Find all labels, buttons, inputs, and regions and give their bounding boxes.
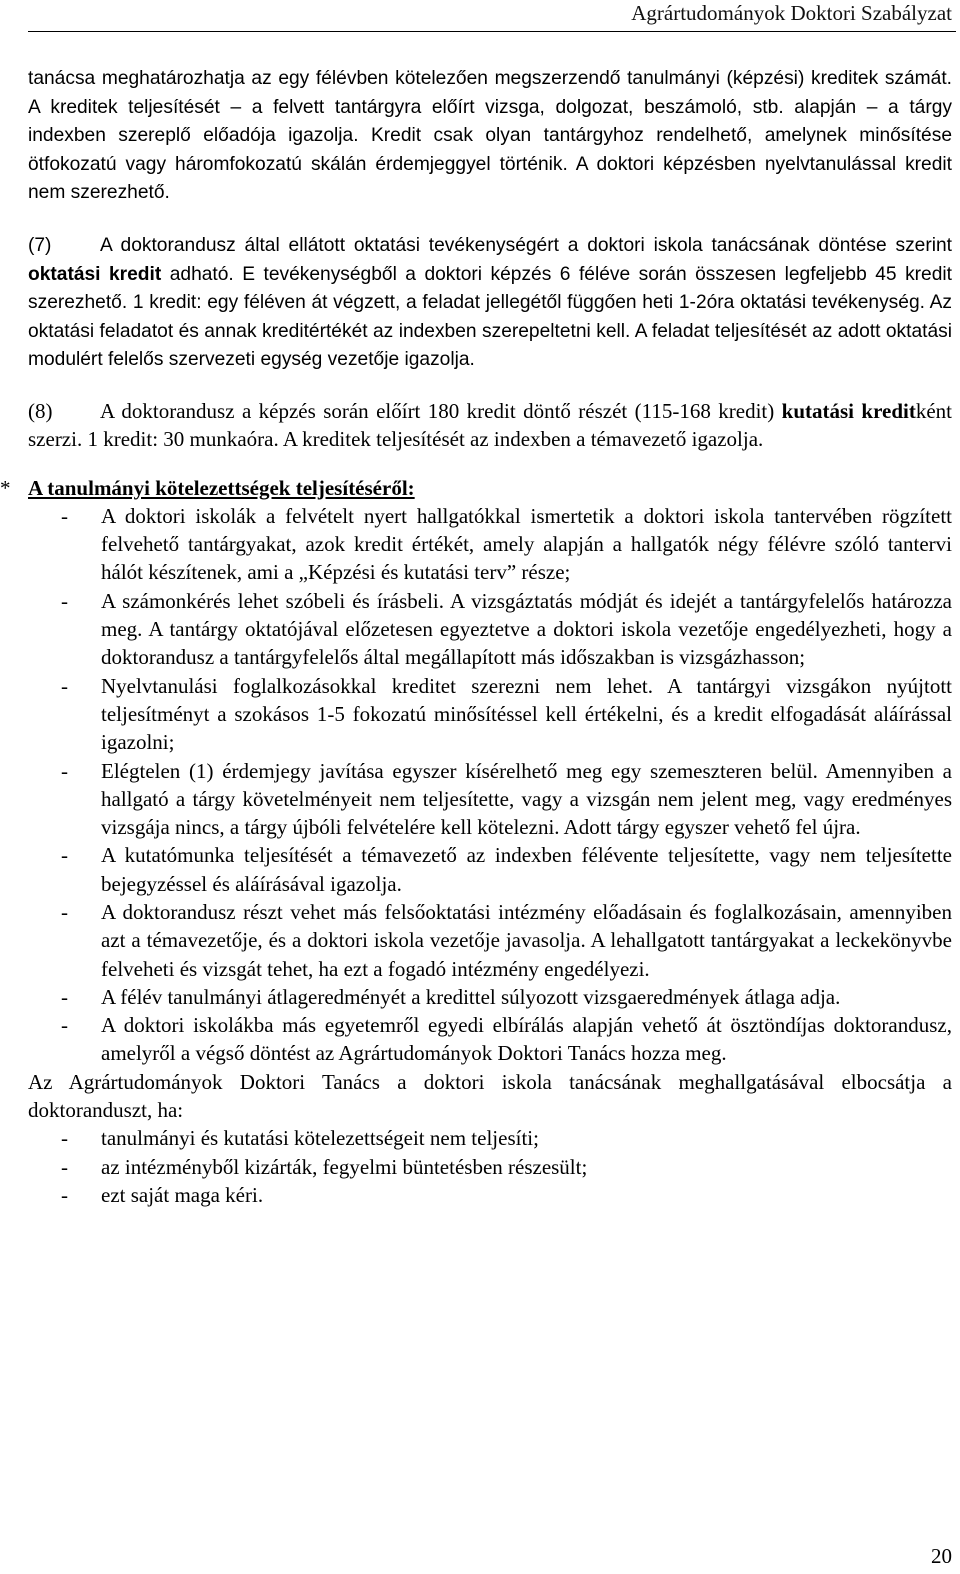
obligations-list	[28, 502, 952, 1068]
page-number: 20	[931, 1544, 952, 1568]
header-divider	[28, 31, 956, 32]
list-item	[28, 672, 952, 757]
section-heading	[0, 474, 952, 502]
paragraph-8-pre: A doktorandusz a képzés során előírt 180 kredit döntő részét (115-168 kredit)	[100, 398, 782, 423]
list-item-text: A kutatómunka teljesítését a témavezető az indexben félévente teljesítette, vagy nem teljesítette bejegyzéssel és aláírásával igazolja.	[101, 843, 952, 896]
paragraph-8	[28, 397, 952, 454]
list-item	[28, 1011, 952, 1068]
dash-bullet: -	[61, 984, 68, 1009]
page-header	[0, 0, 960, 26]
list-item-text: A számonkérés lehet szóbeli és írásbeli. A vizsgáztatás módját és idejét a tantárgyfelelős határozza meg. A tantárgy oktatójával előzetesen egyeztetve a doktori iskola vezetője engedélyezheti, hogy a doktorandusz a tantárgyfelelős által megállapított más időszakban is vizsgázhasson;	[101, 588, 952, 670]
paragraph-7-post: adható. E tevékenységből a doktori képzés 6 féléve során összesen legfeljebb 45 kredit szerezhető. 1 kredit: egy féléven át végzett, a feladat jellegétől függően heti 1-2óra oktatási tevékenység. Az oktatási feladatot és annak kreditértékét az indexben szerepeltetni kell. A feladat teljesítését az adott oktatási modulért felelős szervezeti egység vezetője igazolja.	[28, 263, 952, 371]
document-body	[0, 65, 952, 1209]
dash-bullet: -	[61, 899, 68, 924]
intro-text: tanácsa meghatározhatja az egy félévben kötelezően megszerzendő tanulmányi (képzési) kreditek számát. A kreditek teljesítését – a felvett tantárgyra előírt vizsga, dolgozat, beszámoló, stb. alapján – a tárgy indexben szereplő előadója igazolja. Kredit csak olyan tantárgyhoz rendelhető, amelynek minősítése ötfokozatú vagy háromfokozatú skálán érdemjeggyel történik. A doktori képzésben nyelvtanulással kredit nem szerezhető.	[28, 68, 952, 204]
closing-text: Az Agrártudományok Doktori Tanács a doktori iskola tanácsának meghallgatásával elbocsátja a doktoranduszt, ha:	[28, 1069, 952, 1123]
dash-bullet: -	[61, 1154, 68, 1179]
dash-bullet: -	[61, 758, 68, 783]
section-heading-text: A tanulmányi kötelezettségek teljesítéséről:	[28, 475, 415, 500]
paragraph-8-post: ként szerzi. 1 kredit: 30 munkaóra. A kreditek teljesítését az indexben a témavezető igazolja.	[28, 398, 952, 452]
list-item	[28, 1181, 952, 1209]
intro-paragraph	[28, 65, 952, 208]
closing-paragraph	[28, 1068, 952, 1125]
list-item-text: az intézményből kizárták, fegyelmi büntetésben részesült;	[101, 1154, 588, 1179]
list-item-text: A doktori iskolák a felvételt nyert hallgatókkal ismertetik a doktori iskola tantervében rögzített felvehető tantárgyakat, azok kredit értékét, amely alapján a hallgatók négy félévre szóló tantervi hálót készítenek, ami a „Képzési és kutatási terv” része;	[101, 503, 952, 585]
list-item	[28, 1124, 952, 1152]
list-item-text: Nyelvtanulási foglalkozásokkal kreditet szerezni nem lehet. A tantárgyi vizsgákon nyújtott teljesítményt a szokásos 1-5 fokozatú minősítéssel kell értékelni, és a kredit elfogadását aláírással igazolni;	[101, 673, 952, 755]
paragraph-7	[28, 232, 952, 375]
list-item	[28, 898, 952, 983]
list-item-text: A doktori iskolákba más egyetemről egyedi elbírálás alapján vehető át ösztöndíjas doktorandusz, amelyről a végső döntést az Agrártudományok Doktori Tanács hozza meg.	[101, 1013, 952, 1066]
dash-bullet: -	[61, 588, 68, 613]
header-title: Agrártudományok Doktori Szabályzat	[631, 1, 952, 25]
list-item	[28, 983, 952, 1011]
list-item-text: tanulmányi és kutatási kötelezettségeit nem teljesíti;	[101, 1126, 539, 1151]
paragraph-8-number: (8)	[28, 398, 53, 423]
dash-bullet: -	[61, 1126, 68, 1151]
list-item	[28, 502, 952, 587]
paragraph-8-bold: kutatási kredit	[781, 398, 916, 423]
list-item-text: A félév tanulmányi átlageredményét a kredittel súlyozott vizsgaeredmények átlaga adja.	[101, 984, 841, 1009]
paragraph-7-bold: oktatási kredit	[28, 263, 162, 285]
list-item	[28, 1153, 952, 1181]
list-item	[28, 587, 952, 672]
list-item-text: A doktorandusz részt vehet más felsőoktatási intézmény előadásain és foglalkozásain, amennyiben azt a témavezetője, és a doktori iskola vezetője javasolja. A lehallgatott tantárgyakat a leckekönyvbe felveheti és vizsgát tehet, ha ezt a fogadó intézmény engedélyezi.	[101, 899, 952, 981]
dash-bullet: -	[61, 843, 68, 868]
dismissal-list	[28, 1124, 952, 1209]
dash-bullet: -	[61, 673, 68, 698]
list-item-text: ezt saját maga kéri.	[101, 1182, 264, 1207]
dash-bullet: -	[61, 1182, 68, 1207]
paragraph-7-pre: A doktorandusz által ellátott oktatási tevékenységért a doktori iskola tanácsának döntése szerint	[100, 234, 952, 256]
list-item	[28, 757, 952, 842]
dash-bullet: -	[61, 503, 68, 528]
section-star: *	[0, 475, 11, 500]
list-item-text: Elégtelen (1) érdemjegy javítása egyszer kísérelhető meg egy szemeszteren belül. Amennyiben a hallgató a tárgy követelményeit nem teljesítette, vagy a vizsgán nem jelent meg, vagy eredményes vizsgája nincs, a tárgy újbóli felvételére kell kötelezni. Adott tárgy egyszer vehető fel újra.	[101, 758, 952, 840]
paragraph-7-number: (7)	[28, 234, 52, 256]
list-item	[28, 841, 952, 898]
dash-bullet: -	[61, 1013, 68, 1038]
